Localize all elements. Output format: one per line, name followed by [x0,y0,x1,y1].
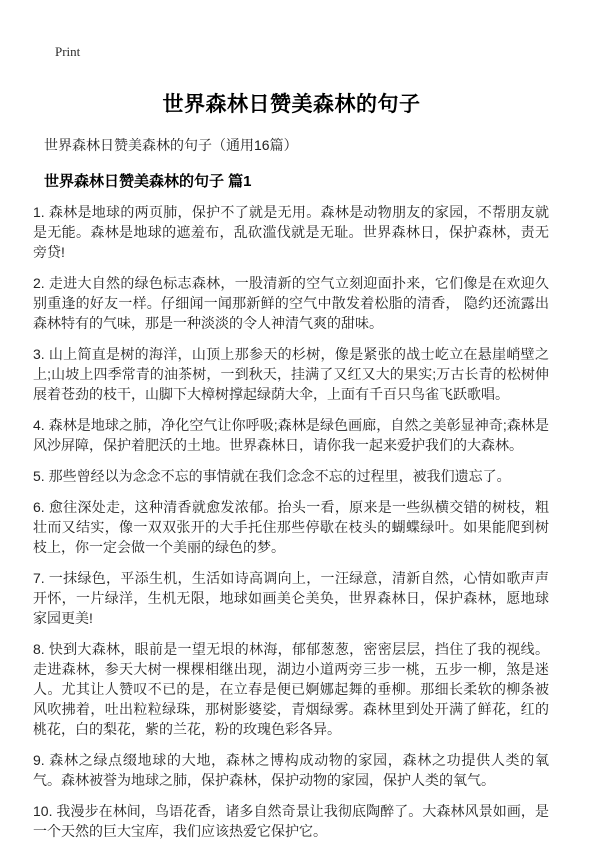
paragraph: 5. 那些曾经以为念念不忘的事情就在我们念念不忘的过程里，被我们遗忘了。 [33,468,511,484]
paragraph: 1. 森林是地球的两页肺，保护不了就是无用。森林是动物朋友的家园，不帮朋友就是无能。森林是地球的遮羞布，乱砍滥伐就是无耻。世界森林日，保护森林，责无旁贷! [33,204,549,260]
paragraph: 4. 森林是地球之肺，净化空气让你呼吸;森林是绿色画廊，自然之美彰显神奇;森林是风沙屏障，保护着肥沃的土地。世界森林日，请你我一起来爱护我们的大森林。 [33,417,549,453]
paragraph: 8. 快到大森林，眼前是一望无垠的林海，郁郁葱葱，密密层层，挡住了我的视线。走进森林，参天大树一棵棵相继出现，湖边小道两旁三步一桃，五步一柳，煞是迷人。尤其让人赞叹不已的是，在立春是便已婀娜起舞的垂柳。那细长柔软的柳条被风吹拂着，吐出粒粒绿珠，那树影婆娑，青烟绿雾。森林里到处开满了鲜花，红的桃花，白的梨花，紫的兰花，粉的玫瑰色彩各异。 [33,641,549,737]
paragraph: 10. 我漫步在林间，鸟语花香，诸多自然奇景让我彻底陶醉了。大森林风景如画，是一个天然的巨大宝库，我们应该热爱它保护它。 [33,803,549,839]
page-title: 世界森林日赞美森林的句子 [162,93,421,116]
paragraph-list [33,202,550,841]
print-button[interactable]: Print [55,44,81,59]
paragraph: 3. 山上简直是树的海洋，山顶上那参天的杉树，像是紧张的战士屹立在悬崖峭壁之上;山坡上四季常青的油茶树，一到秋天，挂满了又红又大的果实;万古长青的松树伸展着苍劲的枝干，山脚下大樟树撑起绿荫大伞，上面有千百只鸟雀飞跃歌唱。 [33,346,549,402]
paragraph: 9. 森林之绿点缀地球的大地，森林之博构成动物的家园，森林之功提供人类的氧气。森林被誉为地球之肺，保护森林，保护动物的家园，保护人类的氧气。 [33,752,549,788]
paragraph: 7. 一抹绿色，平添生机，生活如诗高调向上，一汪绿意，清新自然，心情如歌声声开怀，一片绿洋，生机无限，地球如画美仑美奂，世界森林日，保护森林，愿地球家园更美! [33,570,549,626]
paragraph: 6. 愈往深处走，这种清香就愈发浓郁。抬头一看，原来是一些纵横交错的树枝，粗壮而又结实，像一双双张开的大手托住那些停歇在枝头的蝴蝶绿叶。如果能爬到树枝上，你一定会做一个美丽的绿色的梦。 [33,499,549,555]
document-subtitle: 世界森林日赞美森林的句子（通用16篇） [44,137,298,153]
section-heading: 世界森林日赞美森林的句子 篇1 [44,173,252,190]
paragraph: 2. 走进大自然的绿色标志森林，一股清新的空气立刻迎面扑来，它们像是在欢迎久别重逢的好友一样。仔细闻一闻那新鲜的空气中散发着松脂的清香， 隐约还流露出森林特有的气味，那是一种淡淡的令人神清气爽的甜味。 [33,275,549,331]
